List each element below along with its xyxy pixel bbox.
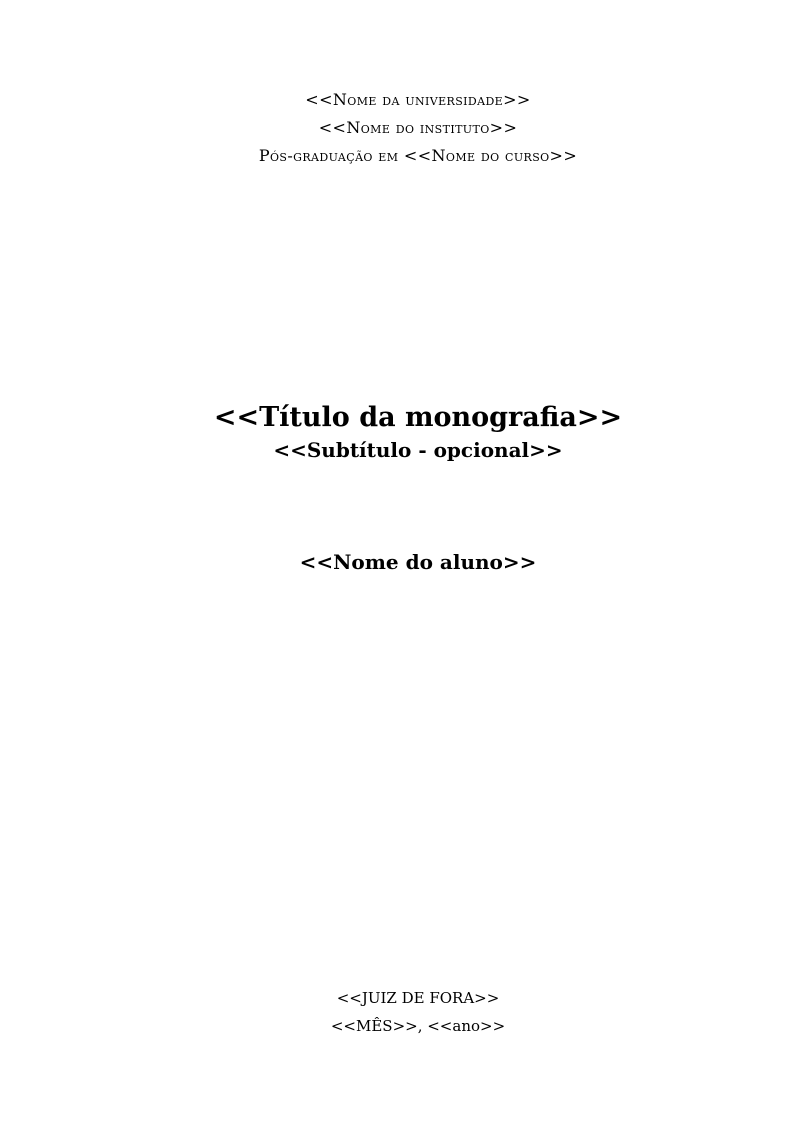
month-year-line: <<MÊS>>, <<ano>>: [330, 1017, 506, 1035]
monograph-subtitle: <<Subtítulo - opcional>>: [273, 438, 563, 462]
monograph-title: <<Título da monografia>>: [213, 402, 623, 433]
university-name-line: <<Nome da universidade>>: [305, 90, 531, 109]
student-name: <<Nome do aluno>>: [299, 550, 537, 574]
title-block: [42, 401, 794, 466]
author-block: [42, 548, 794, 576]
city-line: <<JUIZ DE FORA>>: [336, 989, 500, 1007]
title-page-footer: [42, 984, 794, 1040]
title-page-header: [42, 86, 794, 170]
graduate-program-line: Pós-graduação em <<Nome do curso>>: [258, 146, 578, 165]
institute-name-line: <<Nome do instituto>>: [318, 118, 518, 137]
